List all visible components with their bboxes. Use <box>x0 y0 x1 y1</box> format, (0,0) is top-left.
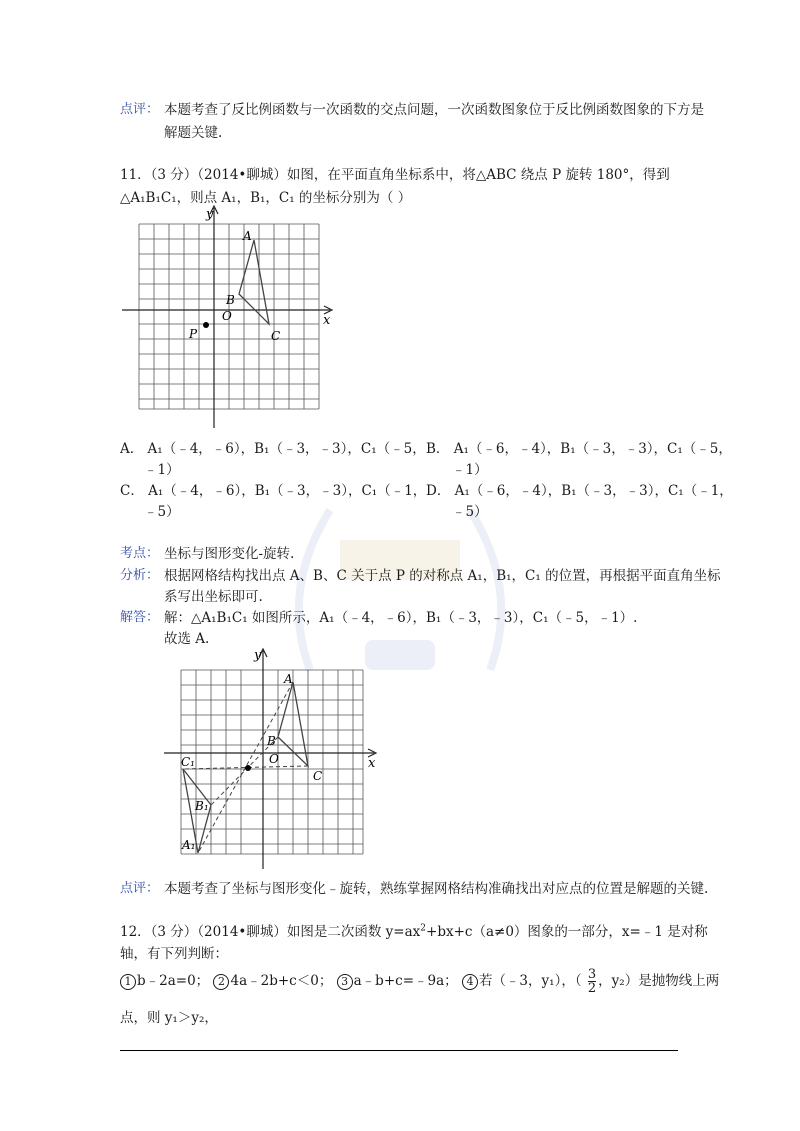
q12-judgements: 1 b﹣2a=0； 2 4a﹣2b+c＜0； 3 a﹣b+c=﹣9a； 4 若（﹣3，y₁），（ $\frac{3}{2}$ ，y₂）是抛物线上两 <box>120 968 719 995</box>
fig1-label-x: x <box>323 313 331 328</box>
comment-label: 点评： <box>120 102 160 117</box>
fig1-label-p: P <box>189 327 198 341</box>
fenxi-line1: 根据网格结构找出点 A、B、C 关于点 P 的对称点 A₁，B₁，C₁ 的位置，再根据平面直角坐标 <box>164 568 721 584</box>
q12-stem-line2: 轴，有下列判断： <box>120 946 228 962</box>
circle-number-4: 4 <box>462 974 478 990</box>
option-a-line1: A． A₁（﹣4，﹣6），B₁（﹣3，﹣3），C₁（﹣5， <box>120 441 426 457</box>
jieda-line2: 故选 A. <box>164 631 210 647</box>
triangle-abc <box>239 240 269 324</box>
fig1-label-b: B <box>226 293 235 307</box>
q12-stem-line1: 12．（3 分）（2014•聊城）如图是二次函数 $y=ax^2+bx+c(a\ne 0)$图象的一部分，x=﹣1 是对称 <box>120 923 708 940</box>
fig2-label-y: y <box>254 648 262 663</box>
dianping-label: 点评： <box>120 881 160 896</box>
dianping-text: 本题考查了坐标与图形变化﹣旋转，熟练掌握网格结构准确找出对应点的位置是解题的关键. <box>164 881 709 897</box>
option-b-line2: ﹣1） <box>452 462 488 478</box>
fig1-label-y: y <box>206 207 214 222</box>
comment-text-line1: 本题考查了反比例函数与一次函数的交点问题，一次函数图象位于反比例函数图象的下方是 <box>164 102 704 118</box>
jieda-label: 解答： <box>120 610 160 625</box>
option-c-line1: C． A₁（﹣4，﹣6），B₁（﹣3，﹣3），C₁（﹣1， <box>120 483 427 499</box>
fig2-label-x: x <box>368 756 376 771</box>
kaodian-label: 考点： <box>120 546 160 561</box>
fig2-label-c1: C₁ <box>181 755 195 769</box>
option-b-line1: B． A₁（﹣6，﹣4），B₁（﹣3，﹣3），C₁（﹣5， <box>426 441 732 457</box>
fig2-label-b: B <box>267 734 276 748</box>
fig2-label-c: C <box>313 769 323 783</box>
q12-stem-line4: 点，则 y₁＞y₂， <box>120 1010 218 1026</box>
page-bottom-rule <box>120 1050 678 1051</box>
circle-number-1: 1 <box>120 974 136 990</box>
fraction-3-2: $\frac{3}{2}$ <box>587 967 597 996</box>
point-p <box>203 322 209 328</box>
option-d-line1: D． A₁（﹣6，﹣4），B₁（﹣3，﹣3），C₁（﹣1， <box>426 483 733 499</box>
fig2-label-b1: B₁ <box>195 799 209 813</box>
fig1-label-o: O <box>222 309 232 323</box>
fig2-label-a1: A₁ <box>182 838 196 852</box>
jieda-line1: 解：△A₁B₁C₁ 如图所示，A₁（﹣4，﹣6），B₁（﹣3，﹣3），C₁（﹣5，﹣1）. <box>164 610 638 626</box>
comment-text-line2: 解题关键. <box>164 125 223 141</box>
fenxi-label: 分析： <box>120 568 160 583</box>
circle-number-3: 3 <box>337 974 353 990</box>
option-c-line2: ﹣5） <box>144 504 180 520</box>
fig1-label-c: C <box>271 329 281 343</box>
fig2-label-o: O <box>269 752 279 766</box>
fig2-label-a: A <box>284 672 293 686</box>
fig2-point-p <box>245 765 251 771</box>
q11-figure-1 <box>118 200 338 432</box>
fenxi-line2: 系写出坐标即可. <box>164 589 263 605</box>
q11-stem-line2: △A₁B₁C₁，则点 A₁，B₁，C₁ 的坐标分别为（ ） <box>120 190 412 206</box>
q11-stem-line1: 11．（3 分）（2014•聊城）如图，在平面直角坐标系中，将△ABC 绕点 P 旋转 180°，得到 <box>120 167 670 183</box>
kaodian-text: 坐标与图形变化-旋转. <box>164 546 295 562</box>
option-a-line2: ﹣1） <box>144 462 180 478</box>
circle-number-2: 2 <box>213 974 229 990</box>
q11-figure-2 <box>160 645 385 870</box>
option-d-line2: ﹣5） <box>452 504 488 520</box>
fig1-label-a: A <box>243 229 252 243</box>
